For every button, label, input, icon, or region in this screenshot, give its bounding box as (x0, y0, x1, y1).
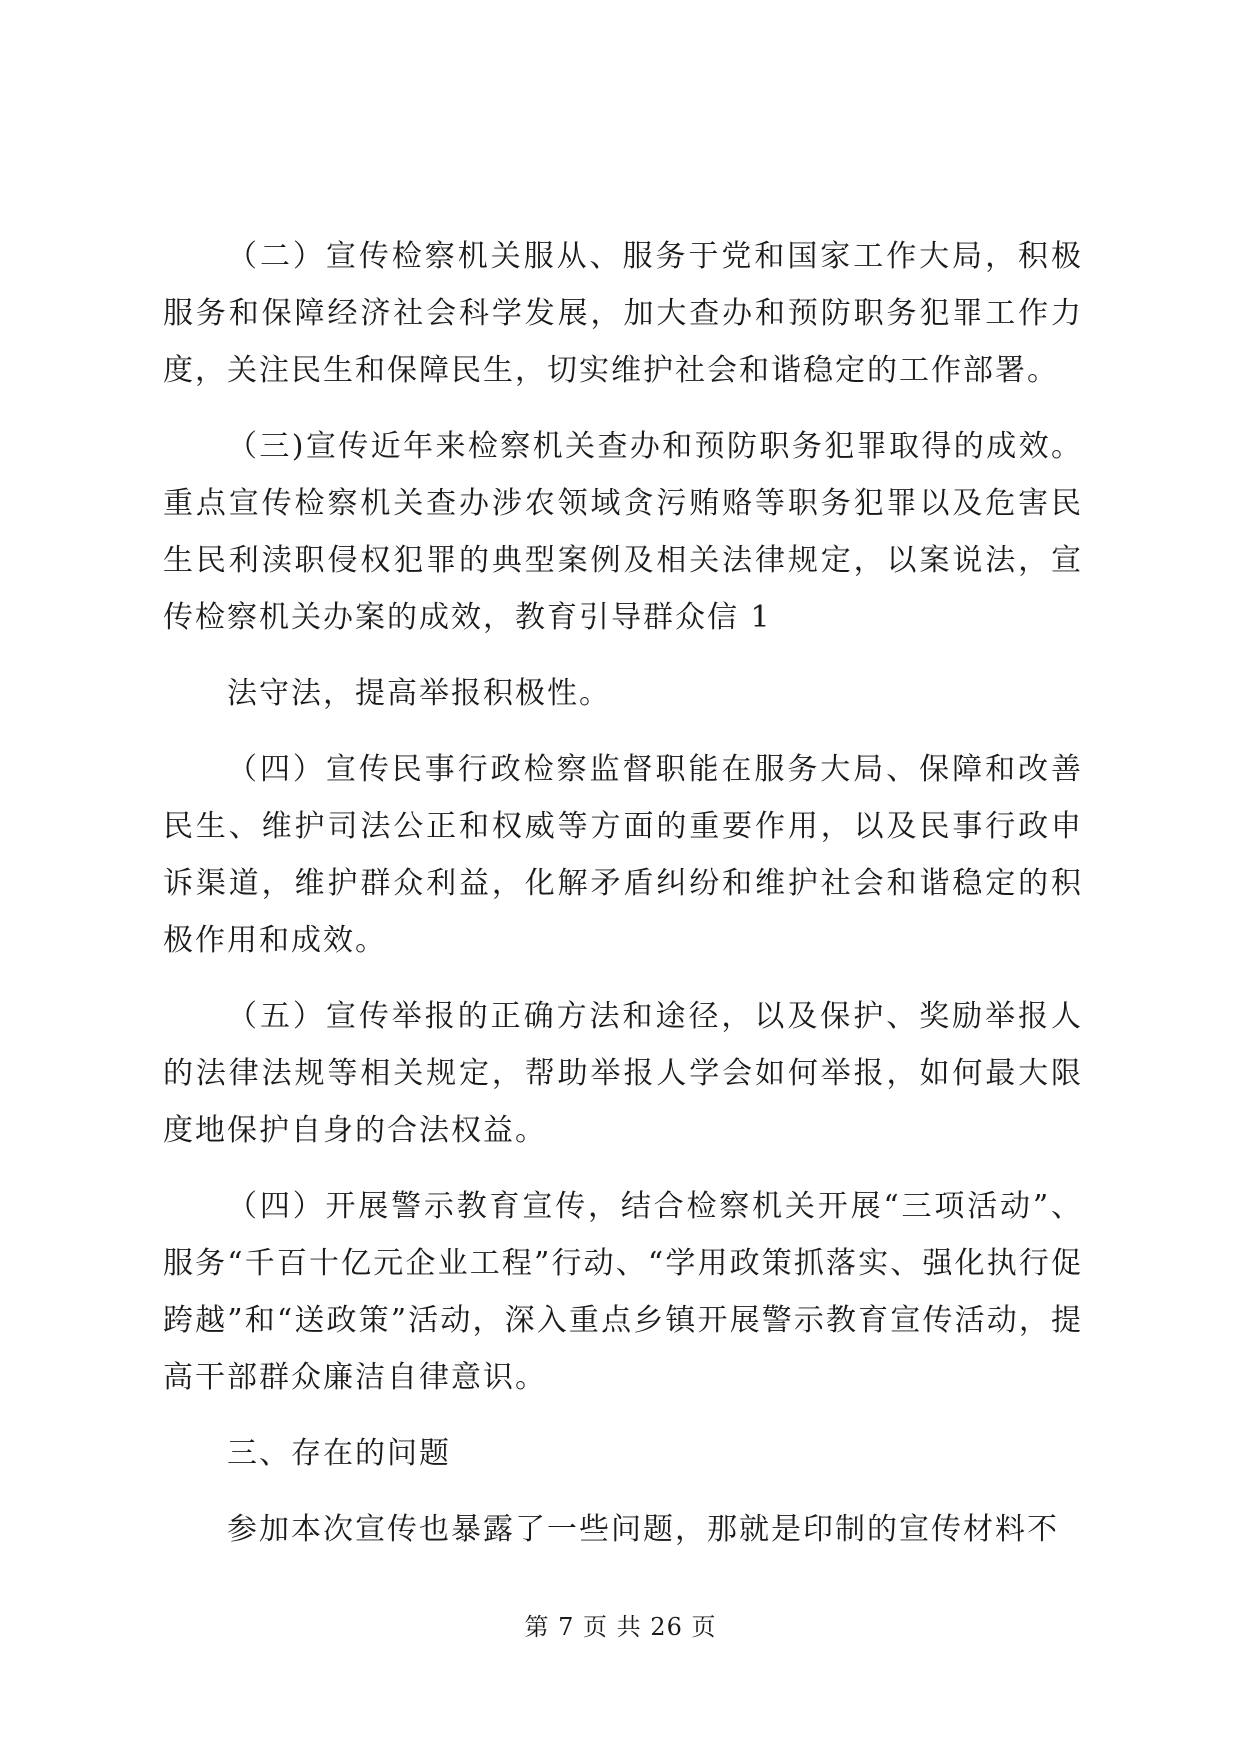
paragraph-5-reporting-methods: （五）宣传举报的正确方法和途径，以及保护、奖励举报人的法律法规等相关规定，帮助举报人学会如何举报，如何最大限度地保护自身的合法权益。 (163, 999, 1083, 1148)
paragraph-3-publicize-achievements: （三)宣传近年来检察机关查办和预防职务犯罪取得的成效。重点宣传检察机关查办涉农领域贪污贿赂等职务犯罪以及危害民生民利渎职侵权犯罪的典型案例及相关法律规定，以案说法，宣传检察机关办案的成效，教育引导群众信 1 (163, 429, 1083, 635)
page-number-footer: 第 7 页 共 26 页 (524, 1613, 717, 1641)
paragraph-4-civil-administrative-supervision: （四）宣传民事行政检察监督职能在服务大局、保障和改善民生、维护司法公正和权威等方面的重要作用，以及民事行政申诉渠道，维护群众利益，化解矛盾纠纷和维护社会和谐稳定的积极作用和成效。 (163, 752, 1083, 958)
paragraph-continuation-report-enthusiasm: 法守法，提高举报积极性。 (227, 676, 611, 711)
section-heading-existing-problems: 三、存在的问题 (227, 1436, 451, 1471)
paragraph-2-publicize-serving-overall-situation: （二）宣传检察机关服从、服务于党和国家工作大局，积极服务和保障经济社会科学发展，加大查办和预防职务犯罪工作力度，关注民生和保障民生，切实维护社会和谐稳定的工作部署。 (163, 239, 1083, 388)
document-body (163, 228, 1083, 1577)
paragraph-problems-intro: 参加本次宣传也暴露了一些问题，那就是印制的宣传材料不 (227, 1512, 1059, 1547)
paragraph-4-warning-education: （四）开展警示教育宣传，结合检察机关开展“三项活动”、服务“千百十亿元企业工程”行动、“学用政策抓落实、强化执行促跨越”和“送政策”活动，深入重点乡镇开展警示教育宣传活动，提高干部群众廉洁自律意识。 (163, 1189, 1083, 1395)
